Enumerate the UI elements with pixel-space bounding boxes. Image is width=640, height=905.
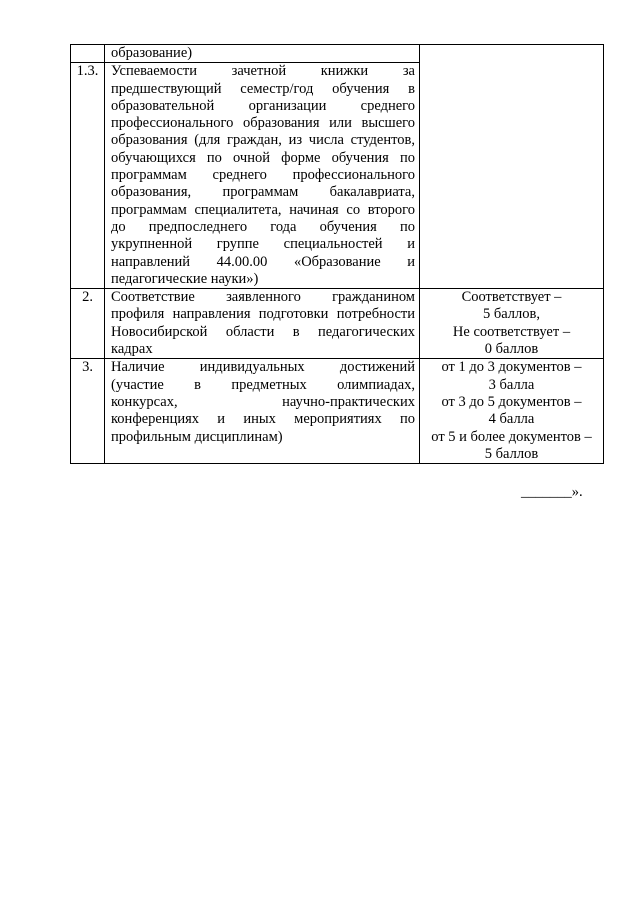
criterion-description (105, 45, 420, 63)
description-line: педагогические науки») (111, 270, 259, 287)
criteria-table (70, 44, 604, 464)
description-line: профессионального образования или высшего (111, 115, 415, 132)
score-cell (420, 45, 604, 289)
row-number: 3. (71, 359, 105, 464)
score-line: 5 баллов (484, 445, 539, 462)
description-line: Соответствие заявленного гражданином (111, 289, 415, 306)
description-line: образование) (111, 45, 193, 61)
description-line: профильным дисциплинам) (111, 428, 283, 445)
closing-quote-mark: _______». (521, 484, 583, 500)
table-row (71, 45, 604, 63)
description-line: укрупненной группе специальностей и (111, 236, 415, 253)
criterion-description (105, 359, 420, 464)
description-line: предшествующий семестр/год обучения в (111, 80, 415, 97)
score-cell (420, 359, 604, 464)
description-line: обучающихся по очной форме обучения по (111, 149, 415, 166)
description-line: программам специалитета, начиная со второго (111, 201, 415, 218)
score-line: Соответствует – (461, 289, 562, 306)
row-number: 1.3. (71, 63, 105, 289)
score-line: 4 балла (488, 411, 535, 428)
description-line: Успеваемости зачетной книжки за (111, 63, 415, 80)
description-line: до предпоследнего года обучения по (111, 218, 415, 235)
description-line: конференциях и иных мероприятиях по (111, 411, 415, 428)
table-row (71, 359, 604, 464)
description-line: кадрах (111, 341, 153, 358)
score-line: 0 баллов (484, 341, 539, 358)
description-line: образовательной организации среднего (111, 97, 415, 114)
description-line: направлений 44.00.00 «Образование и (111, 253, 415, 270)
description-line: конкурсах, научно-практических (111, 393, 415, 410)
score-line: 5 баллов, (482, 306, 540, 323)
description-line: программам среднего профессионального (111, 167, 415, 184)
row-number (71, 45, 105, 63)
description-line: профиля направления подготовки потребности (111, 306, 415, 323)
score-line: Не соответствует – (452, 323, 571, 340)
score-line: от 1 до 3 документов – (441, 359, 582, 376)
description-line: Наличие индивидуальных достижений (111, 359, 415, 376)
criterion-description (105, 289, 420, 359)
description-line: образования (для граждан, из числа студентов, (111, 132, 415, 149)
score-cell (420, 289, 604, 359)
score-line: 3 балла (488, 376, 535, 393)
criterion-description (105, 63, 420, 289)
table-row (71, 289, 604, 359)
description-line: (участие в предметных олимпиадах, (111, 376, 415, 393)
score-line: от 5 и более документов – (431, 428, 592, 445)
description-line: образования, программам бакалавриата, (111, 184, 415, 201)
description-line: Новосибирской области в педагогических (111, 323, 415, 340)
row-number: 2. (71, 289, 105, 359)
score-line: от 3 до 5 документов – (441, 393, 582, 410)
